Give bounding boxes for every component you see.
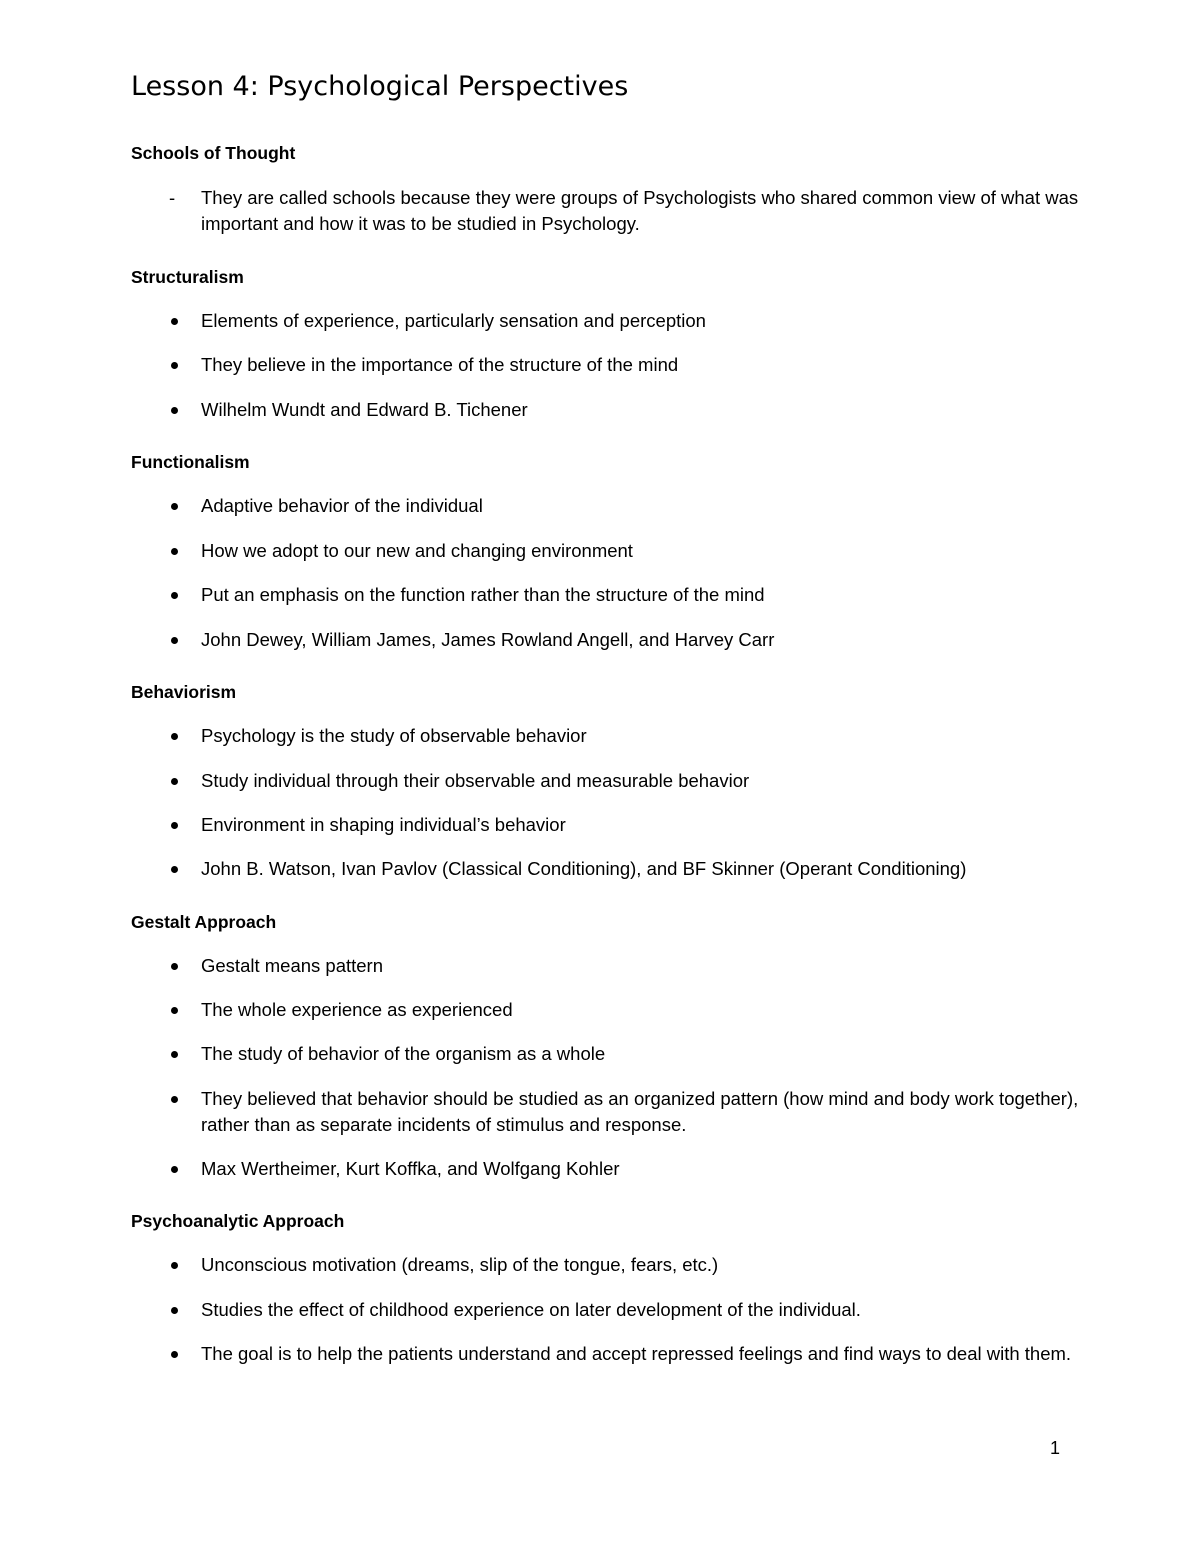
bullet-icon bbox=[171, 1166, 178, 1173]
page-title: Lesson 4: Psychological Perspectives bbox=[131, 71, 629, 102]
list-item-text: Psychology is the study of observable behavior bbox=[201, 725, 587, 746]
bullet-icon bbox=[171, 637, 178, 644]
section-heading-behaviorism: Behaviorism bbox=[131, 682, 237, 702]
bullet-icon bbox=[171, 407, 178, 414]
list-item bbox=[131, 493, 1081, 519]
list-item-text: The study of behavior of the organism as a whole bbox=[201, 1043, 606, 1064]
list-item-text: The whole experience as experienced bbox=[201, 999, 513, 1020]
page-number: 1 bbox=[1049, 1438, 1060, 1458]
bullet-icon bbox=[171, 362, 178, 369]
list-item-text: John B. Watson, Ivan Pavlov (Classical Conditioning), and BF Skinner (Operant Conditioning) bbox=[201, 858, 967, 879]
list-item-text: The goal is to help the patients understand and accept repressed feelings and find ways to deal with them. bbox=[201, 1343, 1072, 1364]
list-item-text: Elements of experience, particularly sensation and perception bbox=[201, 310, 706, 331]
bullet-icon bbox=[171, 1262, 178, 1269]
list-item-text: Max Wertheimer, Kurt Koffka, and Wolfgang Kohler bbox=[201, 1158, 620, 1179]
list-item-text: Wilhelm Wundt and Edward B. Tichener bbox=[201, 399, 528, 420]
list-item bbox=[131, 1086, 1081, 1138]
list-item bbox=[131, 856, 1081, 882]
list-item bbox=[131, 582, 1081, 608]
list-item bbox=[131, 812, 1081, 838]
list-item-text: Environment in shaping individual’s behavior bbox=[201, 814, 566, 835]
list-item-text: Unconscious motivation (dreams, slip of the tongue, fears, etc.) bbox=[201, 1254, 719, 1275]
section-heading-gestalt-approach: Gestalt Approach bbox=[131, 912, 277, 932]
list-item bbox=[131, 627, 1081, 653]
list-item bbox=[131, 723, 1081, 749]
list-item bbox=[131, 352, 1081, 378]
list-item bbox=[131, 397, 1081, 423]
list-item bbox=[131, 1252, 1081, 1278]
bullet-icon bbox=[171, 1096, 178, 1103]
dash-marker: - bbox=[169, 187, 176, 208]
list-item-text: Gestalt means pattern bbox=[201, 955, 384, 976]
list-item-text: Adaptive behavior of the individual bbox=[201, 495, 483, 516]
list-item bbox=[131, 768, 1081, 794]
list-item bbox=[131, 185, 1081, 237]
bullet-icon bbox=[171, 503, 178, 510]
bullet-icon bbox=[171, 318, 178, 325]
bullet-icon bbox=[171, 548, 178, 555]
list-item bbox=[131, 953, 1081, 979]
bullet-icon bbox=[171, 1007, 178, 1014]
bullet-icon bbox=[171, 1307, 178, 1314]
section-heading-psychoanalytic-approach: Psychoanalytic Approach bbox=[131, 1211, 345, 1231]
list-item bbox=[131, 1341, 1081, 1367]
section-heading-functionalism: Functionalism bbox=[131, 452, 250, 472]
list-item-text: How we adopt to our new and changing environment bbox=[201, 540, 633, 561]
list-item-text: They believe in the importance of the structure of the mind bbox=[201, 354, 679, 375]
list-item-text: They believed that behavior should be studied as an organized pattern (how mind and body work together), rather than as separate incidents of stimulus and response. bbox=[201, 1088, 1079, 1135]
bullet-icon bbox=[171, 733, 178, 740]
list-item bbox=[131, 1041, 1081, 1067]
list-item-text: They are called schools because they were groups of Psychologists who shared common view of what was important and how it was to be studied in Psychology. bbox=[201, 187, 1079, 234]
section-heading-schools-of-thought: Schools of Thought bbox=[131, 143, 296, 163]
list-item-text: Put an emphasis on the function rather than the structure of the mind bbox=[201, 584, 765, 605]
list-item-text: John Dewey, William James, James Rowland Angell, and Harvey Carr bbox=[201, 629, 775, 650]
bullet-icon bbox=[171, 592, 178, 599]
bullet-icon bbox=[171, 1351, 178, 1358]
bullet-icon bbox=[171, 1051, 178, 1058]
bullet-icon bbox=[171, 778, 178, 785]
bullet-icon bbox=[171, 963, 178, 970]
list-item bbox=[131, 997, 1081, 1023]
section-heading-structuralism: Structuralism bbox=[131, 267, 244, 287]
list-item bbox=[131, 1156, 1081, 1182]
bullet-icon bbox=[171, 822, 178, 829]
list-item bbox=[131, 308, 1081, 334]
list-item-text: Study individual through their observable and measurable behavior bbox=[201, 770, 750, 791]
list-item-text: Studies the effect of childhood experience on later development of the individual. bbox=[201, 1299, 861, 1320]
list-item bbox=[131, 1297, 1081, 1323]
list-item bbox=[131, 538, 1081, 564]
bullet-icon bbox=[171, 866, 178, 873]
